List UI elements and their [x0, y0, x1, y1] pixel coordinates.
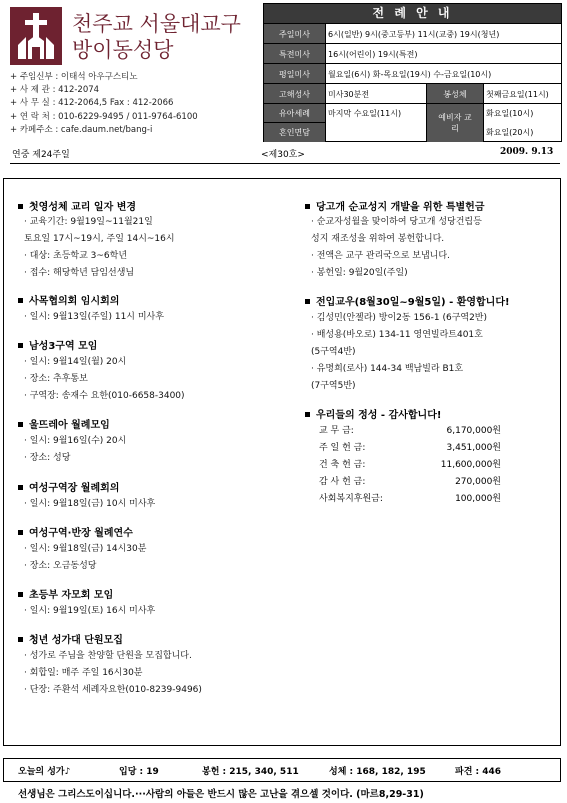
section-line: · 장소: 추후통보 [24, 374, 88, 384]
priest-contact: + 주임신부 : 이태석 아우구스티노 [10, 72, 138, 82]
section-title: 첫영성체 교리 일자 변경 [18, 198, 136, 213]
offering-name: 주 일 헌 금: [319, 443, 366, 453]
section-line: · 대상: 초등학교 3~6학년 [24, 251, 128, 261]
bullet-square [18, 343, 23, 348]
worship-row [264, 83, 561, 104]
bullet-square [305, 299, 310, 304]
worship-label: 주일미사 [264, 24, 326, 44]
section-title: 우리들의 정성 - 감사합니다! [305, 406, 441, 421]
parish-name-line1: 천주교 서울대교구 [72, 12, 241, 36]
worship-row [264, 23, 561, 44]
bullet-square [305, 204, 310, 209]
offering-amount: 270,000원 [455, 477, 501, 487]
office-contact: + 사 무 실 : 412-2064,5 Fax : 412-2066 [10, 98, 174, 109]
hymns-label: 오늘의 성가♪ [18, 767, 71, 777]
offering-amount: 6,170,000원 [446, 426, 501, 436]
worship-schedule-table [263, 3, 562, 142]
hymn-communion: 성체 : 168, 182, 195 [329, 767, 426, 777]
section-line: · 장소: 오금동성당 [24, 561, 97, 571]
section-title: 남성3구역 모임 [18, 337, 97, 352]
bullet-square [18, 530, 23, 535]
section-line: · 구역장: 송재수 요한(010-6658-3400) [24, 391, 185, 401]
offering-amount: 100,000원 [455, 494, 501, 504]
hymns-bar [3, 758, 561, 782]
section-line: (5구역4반) [311, 347, 356, 357]
bulletin-date: 2009. 9.13 [500, 147, 554, 157]
section-line: · 일시: 9월18일(금) 14시30분 [24, 544, 147, 554]
worship-label: 혼인면담 [264, 123, 326, 142]
offering-name: 건 축 헌 금: [319, 460, 366, 470]
offering-name: 사회복지후원금: [319, 494, 383, 504]
offering-amount: 3,451,000원 [446, 443, 501, 453]
bullet-square [18, 592, 23, 597]
worship-label: 예비자 교리 [426, 104, 484, 142]
section-line: · 접수: 해당학년 담임선생님 [24, 268, 135, 278]
section-line: · 성가로 주님을 찬양할 단원을 모집합니다. [24, 651, 192, 661]
worship-value: 6시(일반) 9시(중고등부) 11시(교중) 19시(청년) [328, 29, 500, 39]
offering-name: 교 무 금: [319, 426, 354, 436]
worship-label: 고해성사 [264, 84, 326, 104]
section-line: · 배성용(바오로) 134-11 영연빌라트401호 [311, 330, 483, 340]
section-line: · 단장: 주환석 세례자요한(010-8239-9496) [24, 685, 202, 695]
worship-value: 화요일(20시) [486, 128, 534, 137]
gospel-verse: 선생님은 그리스도이십니다.···사람의 아들은 반드시 많은 고난을 겪으셀 것이다. (마르8,29-31) [18, 789, 424, 800]
worship-value: 미사30분전 [328, 89, 370, 99]
bullet-square [18, 485, 23, 490]
worship-value: 월요일(6시) 화-목요일(19시) 수-금요일(10시) [328, 69, 492, 79]
contact-list [10, 71, 260, 137]
worship-label: 평일미사 [264, 64, 326, 84]
bullet-square [305, 412, 310, 417]
worship-row [264, 43, 561, 64]
liturgical-sunday: 연중 제24주일 [12, 150, 70, 160]
section-line: · 순교자성월을 맞이하여 당고개 성당건립등 [311, 217, 482, 227]
worship-title: 전 례 안 내 [264, 4, 561, 23]
worship-label: 봉성체 [426, 84, 484, 104]
section-line: · 봉헌일: 9월20일(주일) [311, 268, 408, 278]
parish-logo [10, 7, 62, 65]
worship-row [264, 63, 561, 84]
bullet-square [18, 637, 23, 642]
worship-value: 16시(어린이) 19시(특전) [328, 49, 418, 59]
section-line: · 회합일: 매주 주일 16시30분 [24, 668, 143, 678]
bullet-square [18, 298, 23, 303]
section-line: · 교육기간: 9월19일~11월21일 [24, 217, 153, 227]
bullet-square [18, 204, 23, 209]
section-line: · 일시: 9월13일(주일) 11시 미사후 [24, 312, 164, 322]
section-line: · 유명희(로사) 144-34 백남빌라 B1호 [311, 364, 464, 374]
section-line: 토요일 17시~19시, 주일 14시~16시 [24, 234, 175, 244]
section-title: 당고개 순교성지 개발을 위한 특별헌금 [305, 198, 485, 213]
hymn-recessional: 파견 : 446 [455, 767, 502, 777]
issue-number: <제30호> [261, 150, 305, 160]
worship-value: 마지막 수요일(11시) [328, 109, 402, 118]
worship-label: 특전미사 [264, 44, 326, 64]
section-title: 여성구역·반장 월례연수 [18, 524, 133, 539]
divider [10, 163, 560, 164]
offering-amount: 11,600,000원 [440, 460, 501, 470]
section-title: 여성구역장 월례회의 [18, 479, 119, 494]
section-line: · 장소: 성당 [24, 453, 71, 463]
hymn-entrance: 입당 : 19 [119, 767, 159, 777]
section-title: 울뜨레아 월례모임 [18, 416, 110, 431]
section-line: · 전액은 교구 관리국으로 보냅니다. [311, 251, 450, 261]
section-line: · 일시: 9월18일(금) 10시 미사후 [24, 499, 156, 509]
section-line: · 일시: 9월16일(수) 20시 [24, 436, 127, 446]
worship-row [264, 103, 561, 142]
section-title: 전입교우(8월30일~9월5일) - 환영합니다! [305, 293, 510, 308]
rectory-contact: + 사 제 관 : 412-2074 [10, 85, 100, 96]
section-line: 성지 재조성을 위하여 봉헌합니다. [311, 234, 445, 244]
section-line: · 김성민(안젤라) 방이2동 156-1 (6구역2반) [311, 313, 488, 323]
section-title: 청년 성가대 단원모집 [18, 631, 123, 646]
section-title: 초등부 자모회 모임 [18, 586, 113, 601]
offering-name: 감 사 헌 금: [319, 477, 366, 487]
worship-value: 첫째금요일(11시) [486, 89, 549, 99]
bullet-square [18, 422, 23, 427]
section-line: · 일시: 9월14일(월) 20시 [24, 357, 127, 367]
parish-name-line2: 방이동성당 [72, 38, 174, 62]
cafe-address[interactable]: + 카페주소 : cafe.daum.net/bang-i [10, 124, 153, 135]
section-line: · 일시: 9월19일(토) 16시 미사후 [24, 606, 156, 616]
section-line: (7구역5반) [311, 381, 356, 391]
worship-value: 화요일(10시) [486, 109, 534, 118]
hymn-offertory: 봉헌 : 215, 340, 511 [202, 767, 299, 777]
worship-label: 유아세례 [264, 104, 326, 123]
phone-contact: + 연 락 처 : 010-6229-9495 / 011-9764-6100 [10, 111, 198, 122]
section-title: 사목협의회 임시회의 [18, 292, 119, 307]
